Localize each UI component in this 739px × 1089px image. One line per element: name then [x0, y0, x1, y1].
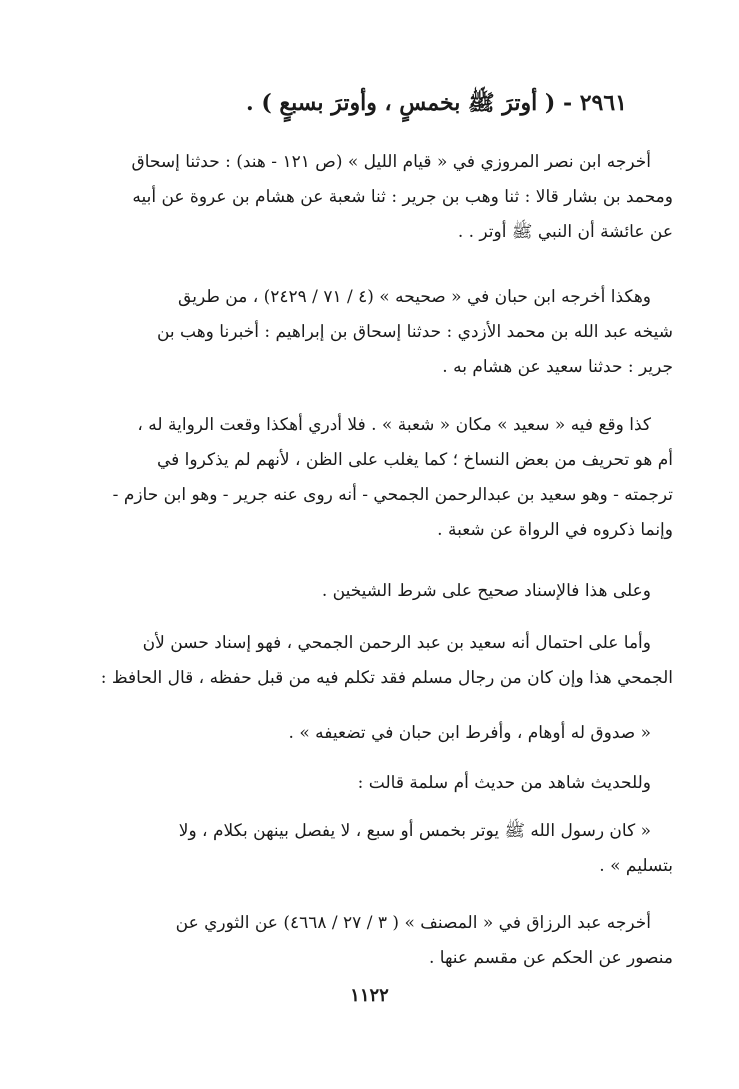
- text-line: أخرجه عبد الرزاق في « المصنف » ( ٣ / ٢٧ / ٤٦٦٨) عن الثوري عن: [175, 913, 651, 933]
- text-line: « كان رسول الله ﷺ يوتر بخمس أو سبع ، لا يفصل بينهن بكلام ، ولا: [178, 821, 651, 841]
- text-line: منصور عن الحكم عن مقسم عنها .: [428, 948, 673, 968]
- paragraph-takhrij-abdurrazzaq: [63, 906, 673, 976]
- text-line: وهكذا أخرجه ابن حبان في « صحيحه » (٤ / ٧١ / ٢٤٢٩) ، من طريق: [178, 287, 651, 307]
- text-line: الجمحي هذا وإن كان من رجال مسلم فقد تكلم فيه من قبل حفظه ، قال الحافظ :: [100, 668, 673, 688]
- paragraph-takhrij-ibn-hibban: [63, 280, 673, 385]
- text-line: أخرجه ابن نصر المروزي في « قيام الليل » (ص ١٢١ - هند) : حدثنا إسحاق: [131, 152, 651, 172]
- text-line: عن عائشة أن النبي ﷺ أوتر . .: [457, 222, 673, 242]
- text-line: ومحمد بن بشار قالا : ثنا وهب بن جرير : ثنا شعبة عن هشام بن عروة عن أبيه: [132, 187, 673, 207]
- text-line: جرير : حدثنا سعيد عن هشام به .: [442, 357, 673, 377]
- text-line: « صدوق له أوهام ، وأفرط ابن حبان في تضعيفه » .: [288, 723, 651, 743]
- paragraph-umm-salama-hadith: [63, 814, 673, 884]
- hadith-heading: ٢٩٦١ - ( أوترَ ﷺ بخمسٍ ، وأوترَ بسبعٍ ) .: [246, 90, 627, 116]
- text-line: وأما على احتمال أنه سعيد بن عبد الرحمن الجمحي ، فهو إسناد حسن لأن: [142, 633, 651, 653]
- text-line: أم هو تحريف من بعض النساخ ؛ كما يغلب على الظن ، لأنهم لم يذكروا في: [156, 450, 673, 470]
- paragraph-shahid: [63, 766, 673, 801]
- paragraph-hafiz-quote: [63, 716, 673, 751]
- page-number: ١١٢٢: [350, 985, 389, 1006]
- text-line: ترجمته - وهو سعيد بن عبدالرحمن الجمحي - أنه روى عنه جرير - وهو ابن حازم -: [112, 485, 673, 505]
- text-line: شيخه عبد الله بن محمد الأزدي : حدثنا إسحاق بن إبراهيم : أخبرنا وهب بن: [156, 322, 673, 342]
- paragraph-takhrij-marwazi: [63, 145, 673, 250]
- paragraph-isnad-sahih: [63, 574, 673, 609]
- text-line: بتسليم » .: [599, 856, 673, 876]
- text-line: وإنما ذكروه في الرواة عن شعبة .: [437, 520, 673, 540]
- text-line: وللحديث شاهد من حديث أم سلمة قالت :: [357, 773, 651, 793]
- paragraph-comment-said: [63, 408, 673, 548]
- paragraph-jumahi: [63, 626, 673, 696]
- text-line: وعلى هذا فالإسناد صحيح على شرط الشيخين .: [321, 581, 651, 601]
- text-line: كذا وقع فيه « سعيد » مكان « شعبة » . فلا أدري أهكذا وقعت الرواية له ،: [137, 415, 651, 435]
